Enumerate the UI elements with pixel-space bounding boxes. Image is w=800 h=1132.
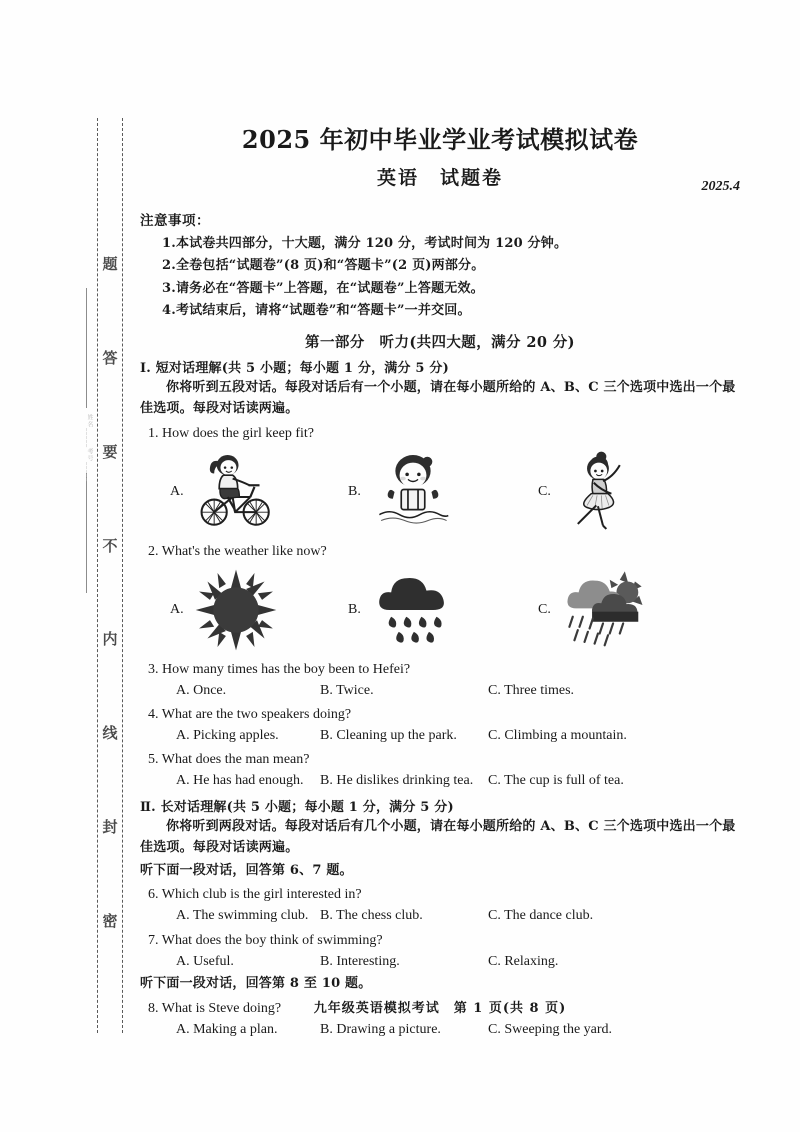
question-stem: 8. What is Steve doing? xyxy=(148,1000,282,1016)
section-2-direction-2: 听下面一段对话，回答第 8 至 10 题。 xyxy=(140,975,372,991)
option-a[interactable]: A. Useful. xyxy=(176,953,234,969)
option-a[interactable] xyxy=(148,567,348,653)
page-title: 2025 年初中毕业学业考试模拟试卷 xyxy=(241,125,639,154)
notice-list xyxy=(140,233,740,322)
option-c[interactable]: C. The dance club. xyxy=(488,908,594,924)
option-label: B. xyxy=(348,601,361,617)
option-a[interactable]: A. Picking apples. xyxy=(176,727,279,743)
seal-dashed-line-left xyxy=(97,118,98,1033)
question-stem: 4. What are the two speakers doing? xyxy=(148,706,352,722)
exam-date: 2025.4 xyxy=(701,179,740,194)
subject-title: 英语 试题卷 xyxy=(376,167,503,189)
option-label: A. xyxy=(170,483,184,499)
section-1-heading: Ⅰ. 短对话理解(共 5 小题；每小题 1 分，满分 5 分) xyxy=(140,361,449,377)
rain-cloud-icon xyxy=(371,567,455,653)
notice-item: 2.全卷包括“试题卷”(8 页)和“答题卡”(2 页)两部分。 xyxy=(162,258,485,274)
notice-item: 3.请务必在“答题卡”上答题，在“试题卷”上答题无效。 xyxy=(162,280,484,296)
option-row xyxy=(140,726,740,746)
option-row xyxy=(140,906,740,926)
option-label: C. xyxy=(538,601,551,617)
option-a[interactable]: A. Making a plan. xyxy=(176,1021,278,1037)
question-stem: 3. How many times has the boy been to Hefei? xyxy=(148,661,411,677)
girl-cycling-icon xyxy=(194,449,278,535)
seal-dashed-line-right xyxy=(122,118,123,1033)
seal-vertical-text xyxy=(100,178,120,1008)
option-label: A. xyxy=(170,601,184,617)
page-footer: 九年级英语模拟考试 第 1 页(共 8 页) xyxy=(313,1001,567,1016)
seal-char: 密 xyxy=(102,912,118,930)
seal-char: 题 xyxy=(102,254,118,273)
section-2-heading: Ⅱ. 长对话理解(共 5 小题；每小题 1 分，满分 5 分) xyxy=(140,800,454,816)
option-b[interactable] xyxy=(348,449,538,535)
question-stem: 1. How does the girl keep fit? xyxy=(148,425,315,441)
option-a[interactable]: A. The swimming club. xyxy=(176,908,309,924)
option-a[interactable]: A. He has had enough. xyxy=(176,773,304,789)
seal-rule-lower xyxy=(86,473,87,593)
section-2-intro: 你将听到两段对话。每段对话后有几个小题，请在每小题所给的 A、B、C 三个选项中选出一个最佳选项。每段对话读两遍。 xyxy=(140,819,736,856)
seal-char: 要 xyxy=(102,442,118,461)
person-swimming-icon xyxy=(371,449,455,535)
section-2-direction-1: 听下面一段对话，回答第 6、7 题。 xyxy=(140,862,353,878)
question-stem: 6. Which club is the girl interested in? xyxy=(148,887,362,903)
seal-char: 线 xyxy=(102,724,118,743)
question-stem: 7. What does the boy think of swimming? xyxy=(148,932,383,948)
question-1-picture-options xyxy=(140,446,740,538)
option-a[interactable] xyxy=(148,449,348,535)
notice-heading: 注意事项： xyxy=(140,213,210,229)
seal-faint-note: 姓名_____考号_____ xyxy=(86,414,93,482)
option-c[interactable]: C. The cup is full of tea. xyxy=(488,773,624,789)
option-c[interactable]: C. Three times. xyxy=(488,682,575,698)
option-c[interactable] xyxy=(538,567,728,653)
question-2-picture-options xyxy=(140,564,740,656)
option-b[interactable] xyxy=(348,567,538,653)
option-label: C. xyxy=(538,483,551,499)
section-1-intro: 你将听到五段对话。每段对话后有一个小题，请在每小题所给的 A、B、C 三个选项中选出一个最佳选项。每段对话读两遍。 xyxy=(140,380,736,417)
option-row xyxy=(140,771,740,791)
option-b[interactable]: B. Drawing a picture. xyxy=(320,1021,441,1037)
option-c[interactable] xyxy=(538,449,728,535)
sealing-line-margin xyxy=(78,118,132,1033)
sun-cloud-rain-icon xyxy=(561,567,645,653)
option-b[interactable]: B. Cleaning up the park. xyxy=(320,727,457,743)
seal-char: 内 xyxy=(102,630,118,649)
option-b[interactable]: B. Twice. xyxy=(320,682,374,698)
option-c[interactable]: C. Sweeping the yard. xyxy=(488,1021,613,1037)
ballet-dancer-icon xyxy=(561,449,645,535)
question-stem: 5. What does the man mean? xyxy=(148,752,310,768)
exam-content xyxy=(140,125,740,1040)
notice-item: 1.本试卷共四部分，十大题，满分 120 分，考试时间为 120 分钟。 xyxy=(162,236,568,251)
option-c[interactable]: C. Relaxing. xyxy=(488,953,559,969)
option-c[interactable]: C. Climbing a mountain. xyxy=(488,727,627,743)
seal-char: 封 xyxy=(102,818,118,837)
option-a[interactable]: A. Once. xyxy=(176,682,227,698)
option-row xyxy=(140,1020,740,1040)
subtitle-row xyxy=(140,163,740,193)
seal-char: 不 xyxy=(102,536,118,555)
part-one-heading: 第一部分 听力(共四大题，满分 20 分) xyxy=(305,334,575,352)
notice-item: 4.考试结束后，请将“试题卷”和“答题卡”一并交回。 xyxy=(162,303,471,319)
seal-rule-upper xyxy=(86,288,87,408)
option-b[interactable]: B. The chess club. xyxy=(320,908,423,924)
option-row xyxy=(140,952,740,972)
seal-char: 答 xyxy=(102,348,118,367)
option-label: B. xyxy=(348,483,361,499)
question-stem: 2. What's the weather like now? xyxy=(148,543,327,559)
sun-icon xyxy=(194,567,278,653)
option-row xyxy=(140,681,740,701)
option-b[interactable]: B. He dislikes drinking tea. xyxy=(320,773,474,789)
option-b[interactable]: B. Interesting. xyxy=(320,953,400,969)
